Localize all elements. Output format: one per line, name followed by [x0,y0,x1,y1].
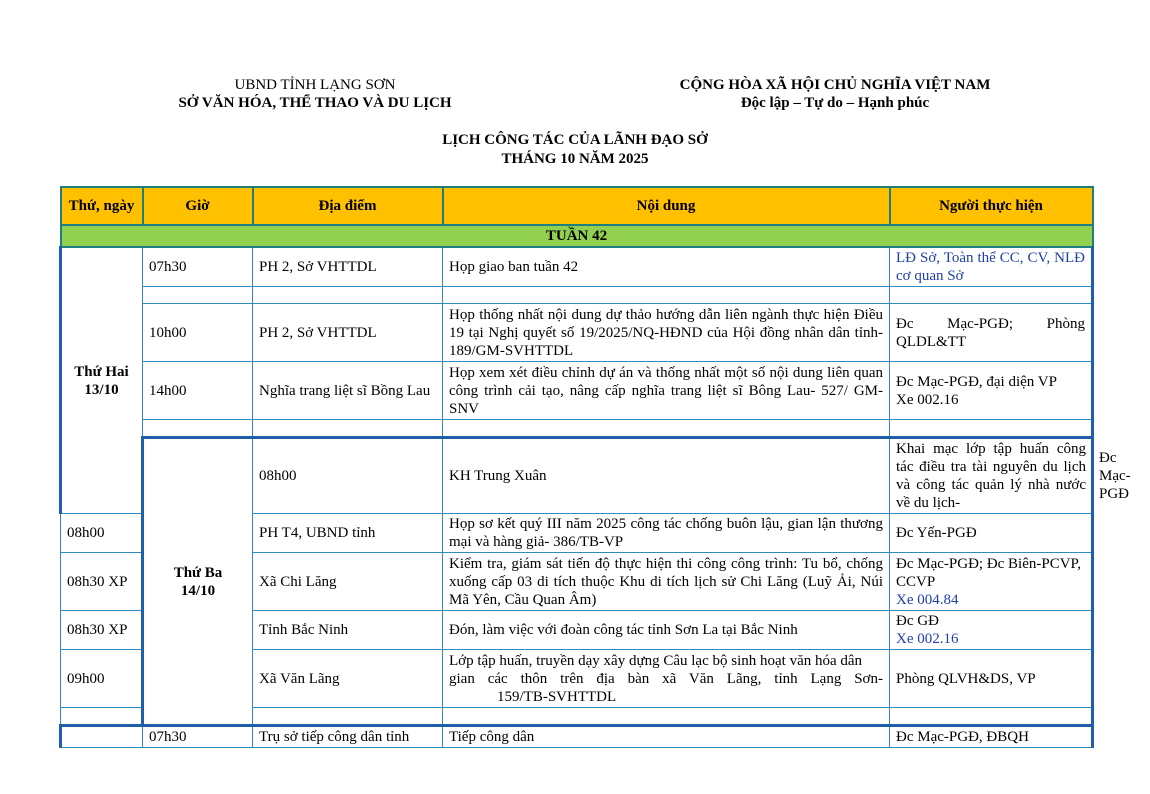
person-cell [890,362,1093,420]
time-cell: 08h30 XP [61,611,143,650]
content-cell: Họp xem xét điều chỉnh dự án và thống nhất một số nội dung liên quan công trình cải tạo, nâng cấp nghĩa trang liệt sĩ Bông Lau- 527/ GM-SNV [443,362,890,420]
content-ref: 159/TB-SVHTTDL [497,688,617,705]
time-cell: 10h00 [143,304,253,362]
content-cell: Kiểm tra, giám sát tiến độ thực hiện thi công công trình: Tu bổ, chống xuống cấp 03 di tích thuộc Khu di tích lịch sử Chi Lăng (Luỹ Ải, Núi Mã Yên, Cầu Quan Âm) [443,553,890,611]
agency-parent: UBND TỈNH LẠNG SƠN [234,77,396,93]
national-title: CỘNG HÒA XÃ HỘI CHỦ NGHĨA VIỆT NAM [679,77,991,93]
schedule-table-container [59,186,1131,745]
national-motto: Độc lập – Tự do – Hạnh phúc [740,95,930,111]
day-date: 13/10 [84,381,119,398]
person-cell [890,611,1093,650]
time-cell: 08h30 XP [61,553,143,611]
day-name: Thứ Hai [74,363,129,380]
content-cell: Tiếp công dân [443,726,890,748]
person-text: Đc Mạc-PGĐ, đại diện VP [896,373,1057,390]
spacer-row [61,287,1093,304]
content-text: Lớp tập huấn, truyền dạy xây dựng Câu lạc bộ sinh hoạt văn hóa dân gian các thôn trên địa bàn xã Văn Lãng, tỉnh Lạng Sơn- [449,652,883,687]
person-cell [890,553,1093,611]
place-cell: Xã Văn Lãng [253,650,443,708]
col-header-time: Giờ [143,187,253,225]
national-header [640,76,1030,112]
week-label: TUẦN 42 [61,225,1093,247]
table-header-row [61,187,1093,225]
place-cell: Tỉnh Bắc Ninh [253,611,443,650]
title-line1: LỊCH CÔNG TÁC CỦA LÃNH ĐẠO SỞ [442,132,708,148]
time-cell: 08h00 [61,514,143,553]
col-header-person: Người thực hiện [890,187,1093,225]
time-cell: 14h00 [143,362,253,420]
person-text: Đc GĐ [896,613,939,629]
content-cell: Họp sơ kết quý III năm 2025 công tác chống buôn lậu, gian lận thương mại và hàng giả- 386/TB-VP [443,514,890,553]
content-cell: Họp thống nhất nội dung dự thảo hướng dẫn liên ngành thực hiện Điều 19 tại Nghị quyết số 19/2025/NQ-HĐND của Hội đồng nhân dân tỉnh-189/GM-SVHTTDL [443,304,890,362]
place-cell: Trụ sở tiếp công dân tỉnh [253,726,443,748]
table-row [61,304,1093,362]
time-cell: 07h30 [143,247,253,287]
place-cell: PH 2, Sở VHTTDL [253,304,443,362]
col-header-place: Địa điểm [253,187,443,225]
person-cell: Đc Mạc-PGĐ, ĐBQH [890,726,1093,748]
agency-name: SỞ VĂN HÓA, THỂ THAO VÀ DU LỊCH [178,95,452,111]
content-cell: Họp giao ban tuần 42 [443,247,890,287]
place-cell: Xã Chi Lăng [253,553,443,611]
time-cell: 09h00 [61,650,143,708]
person-cell: Đc Yến-PGĐ [890,514,1093,553]
day-cell-tuesday [143,438,253,726]
col-header-content: Nội dung [443,187,890,225]
content-cell [443,650,890,708]
table-row [61,247,1093,287]
content-cell: Đón, làm việc với đoàn công tác tỉnh Sơn La tại Bắc Ninh [443,611,890,650]
page-title [0,131,1150,169]
vehicle-text: Xe 002.16 [896,631,959,647]
title-line2: THÁNG 10 NĂM 2025 [501,151,649,167]
schedule-table [59,186,1131,748]
time-cell: 07h30 [143,726,253,748]
table-row: Thứ Ba 14/10 08h00 KH Trung Xuân Khai mạc lớp tập huấn công tác điều tra tài nguyên du lịch và công tác quản lý nhà nước về du lịch- Đc Mạc-PGĐ [61,438,1093,514]
person-text: Đc Mạc-PGĐ; Đc Biên-PCVP, CCVP [896,555,1081,590]
time-cell: 08h00 [253,438,443,514]
place-cell: KH Trung Xuân [443,438,890,514]
place-cell: PH 2, Sở VHTTDL [253,247,443,287]
agency-header [150,76,480,112]
day-cell-next [61,726,143,748]
vehicle-text: Xe 002.16 [896,391,959,408]
day-name: Thứ Ba [173,564,223,581]
place-cell: PH T4, UBND tỉnh [253,514,443,553]
content-cell: Khai mạc lớp tập huấn công tác điều tra tài nguyên du lịch và công tác quản lý nhà nước về du lịch- [890,438,1093,514]
vehicle-text: Xe 004.84 [896,591,959,608]
day-date: 14/10 [180,582,216,599]
table-row [61,362,1093,420]
day-cell-monday [61,247,143,514]
table-row [61,726,1093,748]
person-cell: Đc Mạc-PGĐ; Phòng QLDL&TT [890,304,1093,362]
spacer-row [61,420,1093,438]
person-cell: Phòng QLVH&DS, VP [890,650,1093,708]
person-cell: LĐ Sở, Toàn thể CC, CV, NLĐ cơ quan Sở [890,247,1093,287]
place-cell: Nghĩa trang liệt sĩ Bồng Lau [253,362,443,420]
col-header-day: Thứ, ngày [61,187,143,225]
week-row [61,225,1093,247]
